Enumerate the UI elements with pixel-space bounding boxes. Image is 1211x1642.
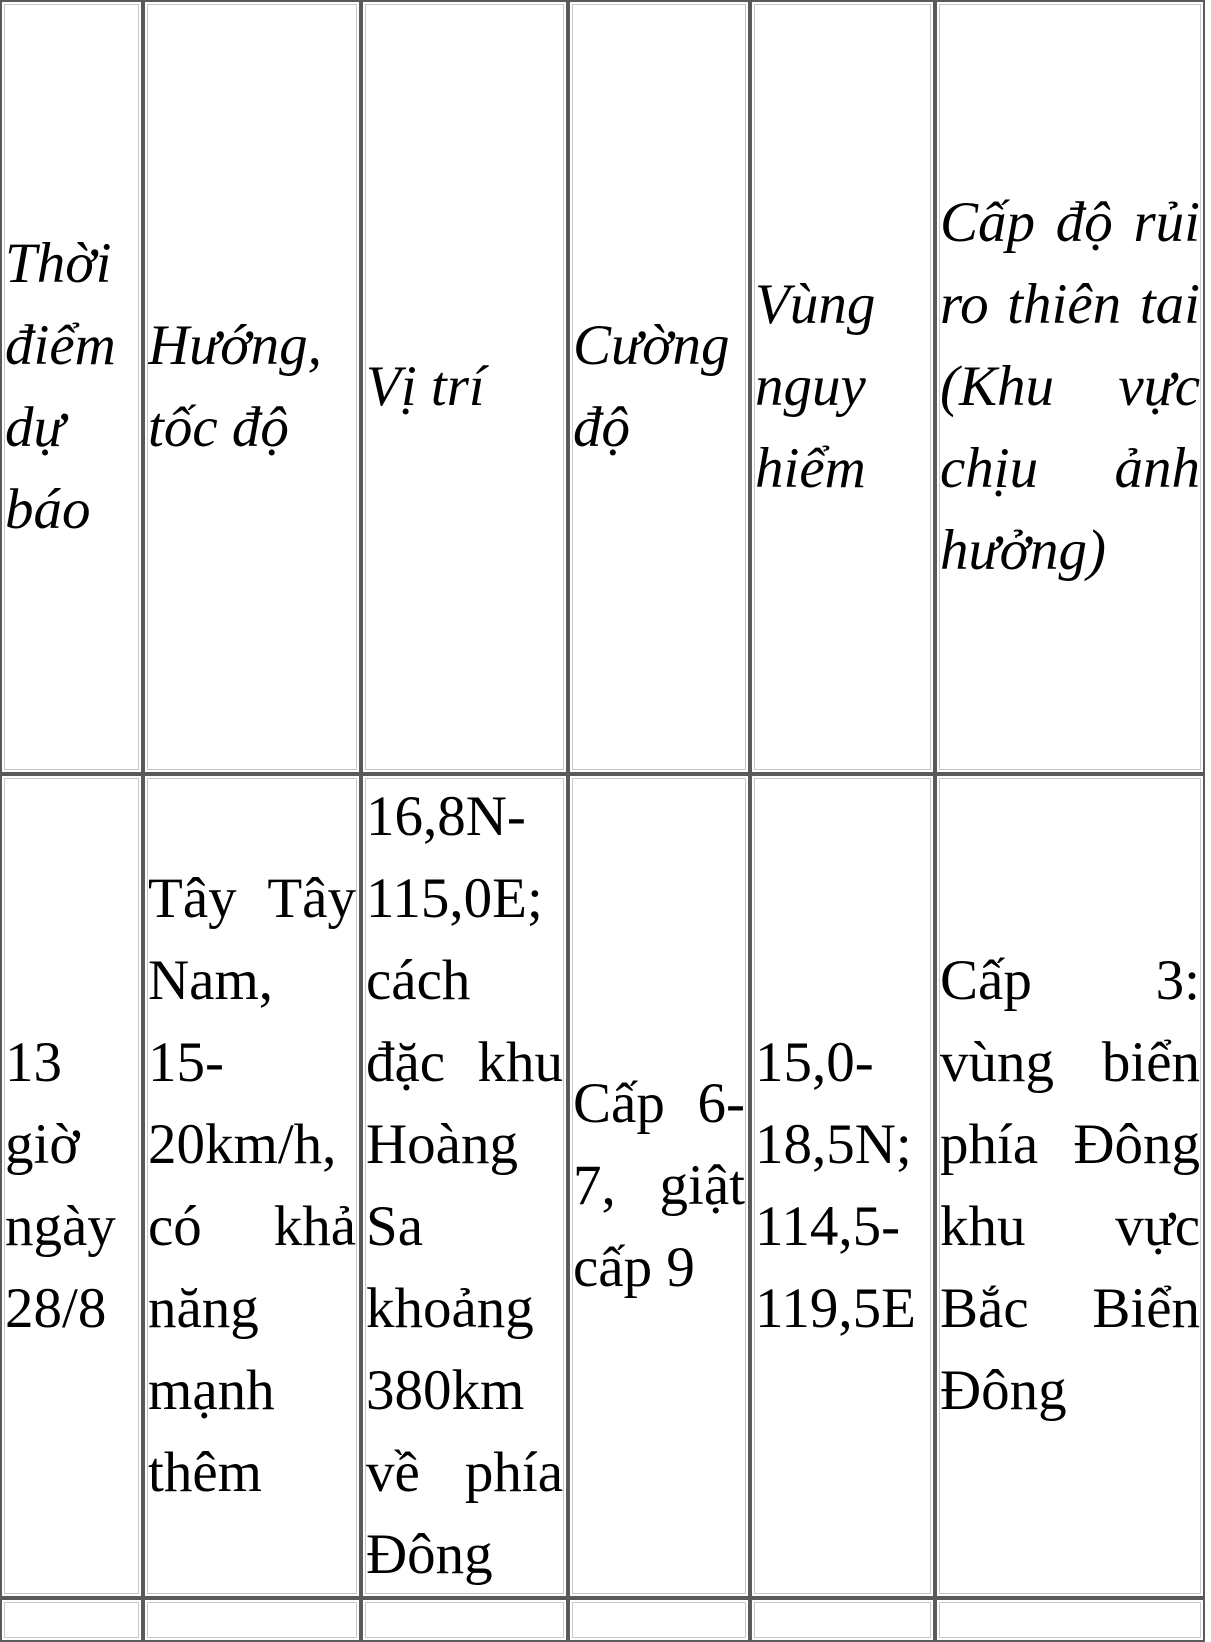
header-cell-intensity: Cường độ (568, 0, 750, 774)
cell-forecast-time: 13 giờ ngày 28/8 (0, 774, 143, 1598)
header-cell-position: Vị trí (361, 0, 568, 774)
cell-intensity: Cấp 6-7, giật cấp 9 (568, 774, 750, 1598)
cell-direction-speed: Tây Tây Nam, 15-20km/h, có khả năng mạnh thêm (143, 774, 361, 1598)
header-cell-risk-level: Cấp độ rủi ro thiên tai (Khu vực chịu ảnh hưởng) (935, 0, 1205, 774)
empty-cell (568, 1598, 750, 1642)
header-cell-forecast-time: Thời điểm dự báo (0, 0, 143, 774)
table-header-row (0, 0, 1205, 774)
empty-cell (361, 1598, 568, 1642)
cell-danger-zone: 15,0-18,5N; 114,5-119,5E (750, 774, 935, 1598)
table-row-partial (0, 1598, 1205, 1642)
empty-cell (0, 1598, 143, 1642)
cell-risk-level: Cấp 3: vùng biển phía Đông khu vực Bắc Biển Đông (935, 774, 1205, 1598)
empty-cell (143, 1598, 361, 1642)
header-cell-danger-zone: Vùng nguy hiểm (750, 0, 935, 774)
empty-cell (750, 1598, 935, 1642)
cell-position: 16,8N-115,0E; cách đặc khu Hoàng Sa khoảng 380km về phía Đông (361, 774, 568, 1598)
table-row (0, 774, 1205, 1598)
header-cell-direction-speed: Hướng, tốc độ (143, 0, 361, 774)
empty-cell (935, 1598, 1205, 1642)
